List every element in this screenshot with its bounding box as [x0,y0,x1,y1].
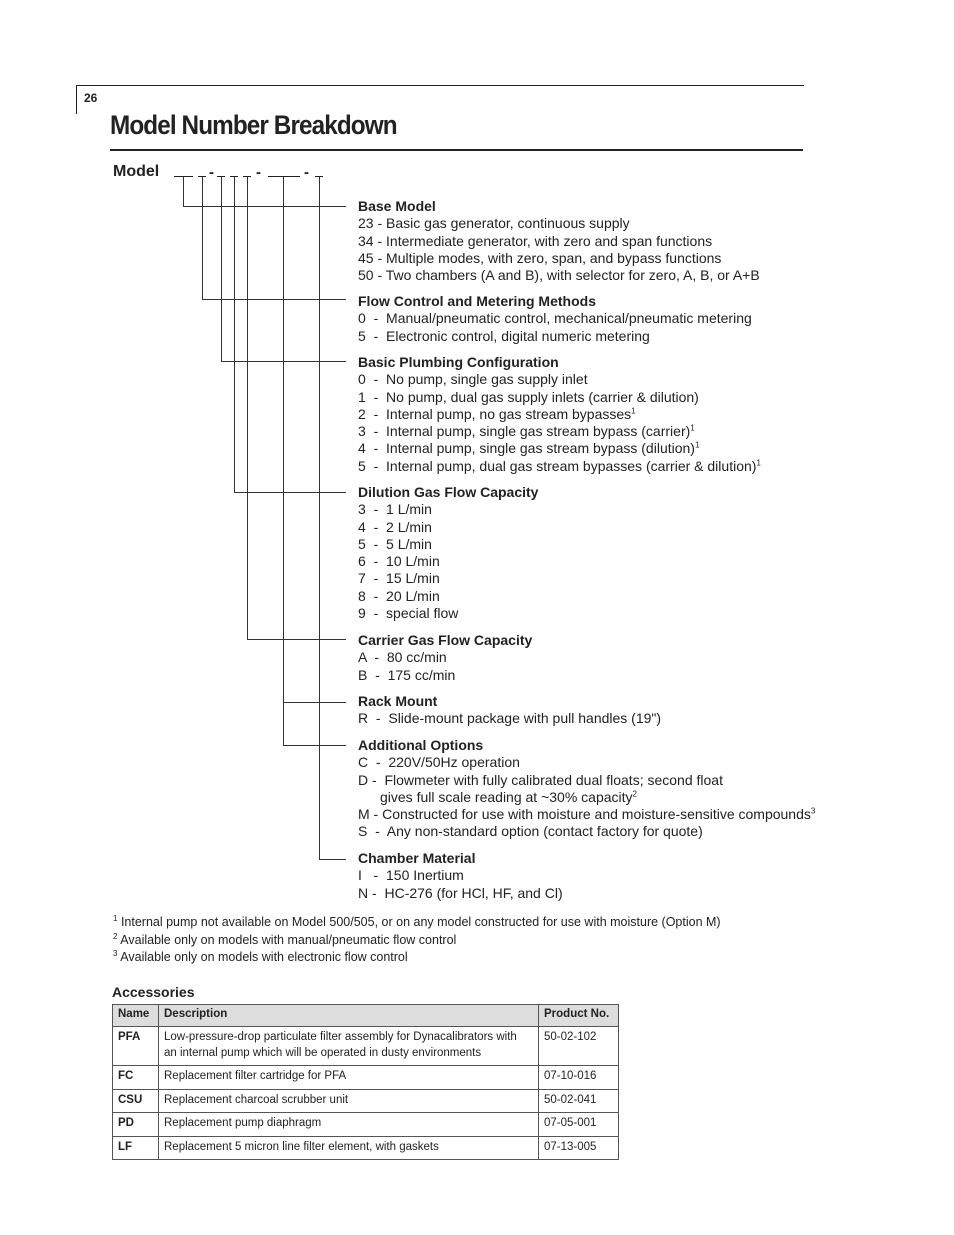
cell-product-no: 07-13-005 [539,1136,619,1160]
cell-description: Replacement filter cartridge for PFA [159,1066,539,1090]
option-line: N - HC-276 (for HCl, HF, and Cl) [358,884,563,901]
cell-description: Replacement pump diaphragm [159,1113,539,1137]
cell-product-no: 07-10-016 [539,1066,619,1090]
section-title: Dilution Gas Flow Capacity [358,484,539,500]
option-line: 50 - Two chambers (A and B), with selector for zero, A, B, or A+B [358,267,760,284]
cell-description: Replacement charcoal scrubber unit [159,1089,539,1113]
section-rack-mount [358,693,661,728]
footnote: $^2$ Available only on models with manual/pneumatic flow control [113,931,457,947]
section-title: Flow Control and Metering Methods [358,293,596,309]
section-flow-control [358,293,752,345]
table-row [113,1136,619,1160]
option-line: 0 - No pump, single gas supply inlet [358,371,588,388]
cell-product-no: 07-05-001 [539,1113,619,1137]
section-title: Chamber Material [358,850,476,866]
table-header-row [113,1005,619,1027]
option-line: B - 175 cc/min [358,666,456,683]
cell-description: Low-pressure-drop particulate filter assembly for Dynacalibrators with an internal pump which will be operated in dusty environments [159,1027,539,1066]
option-line: S - Any non-standard option (contact factory for quote) [358,823,703,840]
cell-name: PFA [113,1027,159,1066]
title-rule [110,149,803,151]
option-line: 2 - Internal pump, no gas stream bypasses$^1$ [358,405,636,422]
footnote: $^1$ Internal pump not available on Model 500/505, or on any model constructed for use with moisture (Option M) [113,913,721,929]
option-line: 7 - 15 L/min [358,570,440,587]
option-line: 9 - special flow [358,605,459,622]
page-number: 26 [84,91,98,105]
option-line: gives full scale reading at ~30% capacity$^2$ [380,788,637,805]
option-line: D - Flowmeter with fully calibrated dual floats; second float [358,771,723,788]
option-line: R - Slide-mount package with pull handles (19") [358,710,662,727]
model-dash: - [304,164,309,181]
column-header: Description [159,1005,539,1027]
footnote-mark: 1 [694,440,700,450]
model-blank-options [268,176,300,177]
section-carrier [358,632,532,684]
table-row [113,1113,619,1137]
column-header: Name [113,1005,159,1027]
accessories-title: Accessories [112,984,195,1000]
section-title: Additional Options [358,737,484,753]
footnote-mark: 3 [810,806,816,816]
cell-name: PD [113,1113,159,1137]
option-line: 0 - Manual/pneumatic control, mechanical/pneumatic metering [358,310,752,327]
section-base-model [358,198,760,284]
section-title: Basic Plumbing Configuration [358,354,559,370]
option-line: 23 - Basic gas generator, continuous supply [358,215,630,232]
model-dash: - [209,164,214,181]
cell-name: FC [113,1066,159,1090]
option-line: 4 - 2 L/min [358,518,432,535]
column-header: Product No. [539,1005,619,1027]
footnote-mark: 1 [631,406,636,416]
option-line: 3 - 1 L/min [358,501,432,518]
section-plumbing [358,354,761,475]
section-additional-options [358,737,815,841]
option-line: C - 220V/50Hz operation [358,754,520,771]
cell-product-no: 50-02-102 [539,1027,619,1066]
option-line: 4 - Internal pump, single gas stream bypass (dilution)$^1$ [358,440,700,457]
table-row [113,1027,619,1066]
footnote: $^3$ Available only on models with electronic flow control [113,948,408,964]
option-line: A - 80 cc/min [358,649,447,666]
section-title: Carrier Gas Flow Capacity [358,632,533,648]
option-line: 1 - No pump, dual gas supply inlets (carrier & dilution) [358,388,699,405]
footnotes [113,914,721,967]
option-line: 34 - Intermediate generator, with zero and span functions [358,232,713,249]
section-chamber [358,850,563,902]
option-line: I - 150 Inertium [358,867,464,884]
option-line: 45 - Multiple modes, with zero, span, and bypass functions [358,249,722,266]
cell-name: CSU [113,1089,159,1113]
table-row [113,1066,619,1090]
model-dash: - [256,164,261,181]
model-label: Model [113,163,160,180]
option-line: 6 - 10 L/min [358,553,440,570]
option-line: 3 - Internal pump, single gas stream bypass (carrier)$^1$ [358,423,695,440]
option-line: M - Constructed for use with moisture and moisture-sensitive compounds$^3$ [358,806,816,823]
footnote-mark: 1 [690,423,695,433]
table-row [113,1089,619,1113]
page-title: Model Number Breakdown [110,110,397,140]
footnote-mark: 2 [632,789,637,799]
option-line: 5 - Electronic control, digital numeric metering [358,327,650,344]
section-title: Base Model [358,198,436,214]
section-dilution [358,484,538,622]
option-line: 8 - 20 L/min [358,587,440,604]
cell-name: LF [113,1136,159,1160]
section-title: Rack Mount [358,693,438,709]
option-line: 5 - 5 L/min [358,535,432,552]
option-line: 5 - Internal pump, dual gas stream bypasses (carrier & dilution)$^1$ [358,457,761,474]
cell-description: Replacement 5 micron line filter element, with gaskets [159,1136,539,1160]
cell-product-no: 50-02-041 [539,1089,619,1113]
footnote-mark: 1 [756,458,761,468]
accessories-table [112,1004,619,1160]
